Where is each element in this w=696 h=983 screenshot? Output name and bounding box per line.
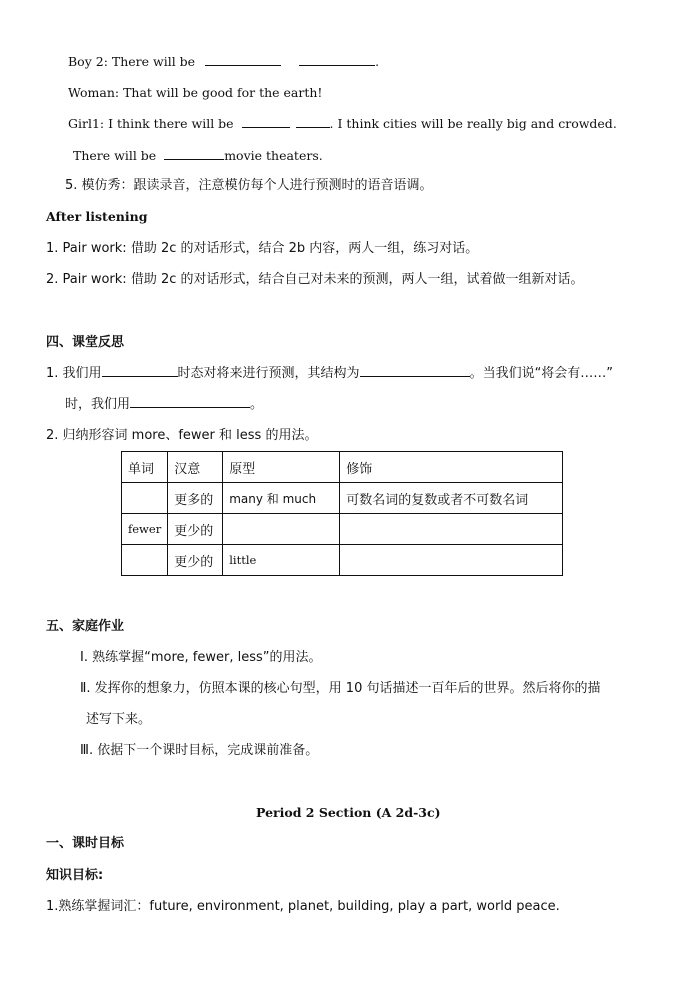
after-listening-item-1: 1. Pair work: 借助 2c 的对话形式，结合 2b 内容，两人一组，练习对话。	[46, 241, 479, 256]
homework-item-1: Ⅰ. 熟练掌握“more, fewer, less”的用法。	[80, 650, 322, 665]
reflection-q2: 2. 归纳形容词 more、fewer 和 less 的用法。	[46, 428, 318, 443]
dialogue-woman: Woman: That will be good for the earth!	[68, 85, 323, 100]
table-cell: 更少的	[168, 545, 223, 576]
knowledge-heading: 知识目标:	[46, 868, 104, 883]
table-cell: 可数名词的复数或者不可数名词	[340, 483, 563, 514]
q1-text-4: 时，我们用	[65, 397, 131, 412]
q1-text: 1. 我们用	[46, 366, 102, 381]
period-2-title: Period 2 Section (A 2d-3c)	[256, 805, 441, 820]
answer-blank	[205, 53, 281, 66]
table-row	[122, 514, 563, 545]
table-cell	[122, 483, 168, 514]
answer-blank	[296, 115, 330, 128]
table-cell: little	[223, 545, 340, 576]
table-header: 修饰	[340, 452, 563, 483]
q1-text-5: 。	[250, 397, 264, 412]
dialogue-girl1-cont	[73, 146, 323, 166]
dialogue-boy2: Boy 2: There will be .	[68, 54, 380, 69]
section-4-heading: 四、课堂反思	[46, 335, 125, 350]
boy2-text: Boy 2: There will be	[68, 54, 196, 69]
table-header: 原型	[223, 452, 340, 483]
answer-blank	[360, 364, 470, 377]
usage-table	[121, 451, 563, 576]
table-cell: 更多的	[168, 483, 223, 514]
girl1-text: Girl1: I think there will be	[68, 116, 234, 131]
table-cell	[340, 514, 563, 545]
table-header-row	[122, 452, 563, 483]
answer-blank	[299, 53, 375, 66]
knowledge-item-1: 1.熟练掌握词汇：future, environment, planet, building, play a part, world peace.	[46, 899, 560, 914]
goal-heading: 一、课时目标	[46, 836, 125, 851]
reflection-q1-cont	[65, 395, 263, 415]
answer-blank	[102, 364, 178, 377]
homework-item-2: Ⅱ. 发挥你的想象力，仿照本课的核心句型，用 10 句话描述一百年后的世界。然后将你的描	[80, 681, 601, 696]
table-row	[122, 545, 563, 576]
section-5-heading: 五、家庭作业	[46, 619, 125, 634]
table-cell: fewer	[122, 514, 168, 545]
q1-text-3: 。当我们说“将会有……”	[469, 366, 614, 381]
table-header: 单词	[122, 452, 168, 483]
girl1-text-cont: . I think cities will be really big and crowded.	[329, 116, 617, 131]
dialogue-girl1	[68, 114, 617, 134]
table-cell	[340, 545, 563, 576]
after-listening-item-2: 2. Pair work: 借助 2c 的对话形式，结合自己对未来的预测，两人一组，试着做一组新对话。	[46, 272, 584, 287]
q1-text-2: 时态对将来进行预测，其结构为	[177, 366, 360, 381]
table-cell	[223, 514, 340, 545]
table-cell	[122, 545, 168, 576]
girl1-text3: movie theaters.	[224, 148, 323, 163]
table-header: 汉意	[168, 452, 223, 483]
answer-blank	[242, 115, 290, 128]
step-5: 5. 模仿秀：跟读录音，注意模仿每个人进行预测时的语音语调。	[65, 178, 433, 193]
reflection-q1	[46, 364, 613, 384]
homework-item-2-cont: 述写下来。	[86, 712, 152, 727]
answer-blank	[164, 147, 224, 160]
homework-item-3: Ⅲ. 依据下一个课时目标，完成课前准备。	[80, 743, 319, 758]
girl1-text2: There will be	[73, 148, 157, 163]
table-row	[122, 483, 563, 514]
after-listening-heading: After listening	[46, 209, 148, 224]
table-cell: 更少的	[168, 514, 223, 545]
table-cell: many 和 much	[223, 483, 340, 514]
answer-blank	[130, 395, 250, 408]
